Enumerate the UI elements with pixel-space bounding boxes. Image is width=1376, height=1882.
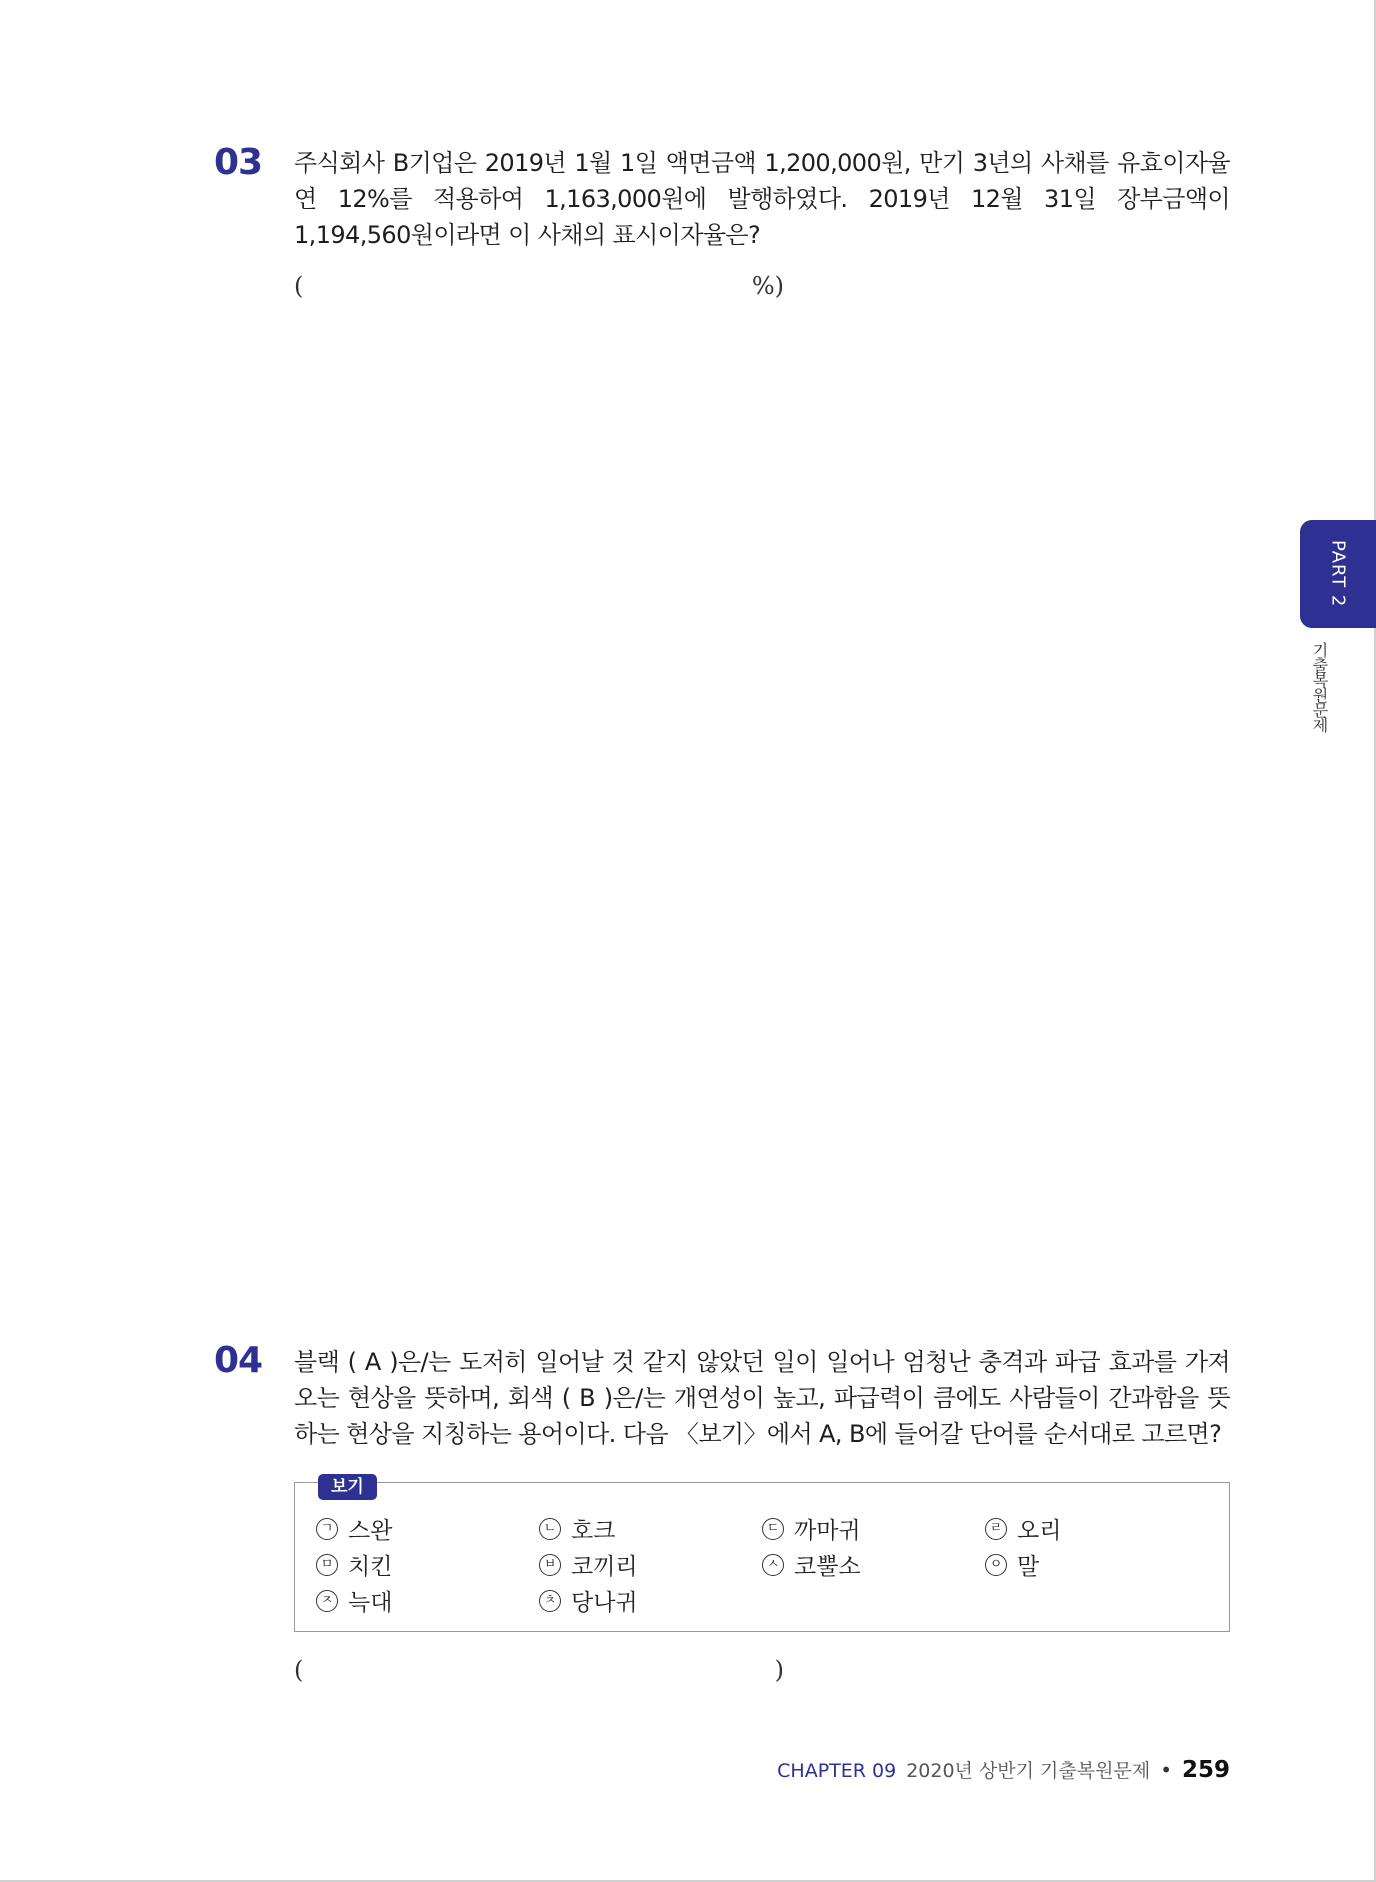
bogi-option: [316, 1548, 392, 1581]
part-tab-label: PART 2: [1327, 540, 1349, 608]
option-text: 치킨: [348, 1554, 393, 1580]
question-text-03: 주식회사 B기업은 2019년 1월 1일 액면금액 1,200,000원, 만기 3년의 사채를 유효이자율 연 12%를 적용하여 1,163,000원에 발행하였다. 2019년 12월 31일 장부금액이 1,194,560원이라면 이 사채의 표시이자율은?: [294, 149, 1230, 249]
option-marker: ㅇ: [985, 1554, 1007, 1576]
question-number-04: 04: [214, 1340, 263, 1381]
footer-subtitle: 2020년 상반기 기출복원문제: [906, 1760, 1151, 1782]
option-marker: ㅁ: [316, 1554, 338, 1576]
option-marker: ㄹ: [985, 1518, 1007, 1540]
option-text: 코뿔소: [794, 1554, 861, 1580]
option-text: 말: [1017, 1554, 1040, 1580]
bogi-option: [985, 1512, 1061, 1545]
answer-close-paren: ): [774, 1656, 784, 1684]
option-marker: ㅅ: [762, 1554, 784, 1576]
answer-open-paren: (: [294, 1656, 304, 1684]
answer-blank-03[interactable]: [294, 272, 784, 304]
footer-chapter: CHAPTER 09: [777, 1760, 897, 1782]
option-marker: ㅊ: [539, 1590, 561, 1612]
option-text: 스완: [348, 1518, 393, 1544]
bogi-option: [762, 1548, 861, 1581]
page-footer: [777, 1756, 1230, 1783]
option-text: 오리: [1017, 1518, 1062, 1544]
option-text: 코끼리: [571, 1554, 638, 1580]
page-number: 259: [1181, 1757, 1230, 1783]
option-text: 당나귀: [571, 1590, 638, 1616]
bogi-option: [539, 1512, 615, 1545]
answer-open-paren: (: [294, 272, 304, 300]
question-number-03: 03: [214, 142, 263, 183]
bogi-option: [539, 1548, 638, 1581]
option-marker: ㄴ: [539, 1518, 561, 1540]
bogi-option: [539, 1584, 638, 1617]
option-marker: ㅈ: [316, 1590, 338, 1612]
option-text: 까마귀: [794, 1518, 861, 1544]
option-marker: ㄱ: [316, 1518, 338, 1540]
bogi-option: [762, 1512, 861, 1545]
bogi-option: [985, 1548, 1039, 1581]
answer-close-paren: %): [751, 272, 784, 300]
option-text: 호크: [571, 1518, 616, 1544]
part-tab-caption: 기출복원문제: [1310, 642, 1329, 732]
bogi-option: [316, 1512, 392, 1545]
part-tab-label-wrap: [1300, 520, 1376, 628]
answer-blank-04[interactable]: [294, 1656, 784, 1688]
footer-bullet: •: [1160, 1758, 1172, 1782]
bogi-option: [316, 1584, 392, 1617]
bogi-label: 보기: [318, 1474, 377, 1500]
option-text: 늑대: [348, 1590, 393, 1616]
option-marker: ㄷ: [762, 1518, 784, 1540]
option-marker: ㅂ: [539, 1554, 561, 1576]
question-text-04: 블랙 ( A )은/는 도저히 일어날 것 같지 않았던 일이 일어나 엄청난 충격과 파급 효과를 가져오는 현상을 뜻하며, 회색 ( B )은/는 개연성이 높고, 파급력이 큼에도 사람들이 간과함을 뜻하는 현상을 지칭하는 용어이다. 다음 〈보기〉에서 A, B에 들어갈 단어를 순서대로 고르면?: [294, 1348, 1230, 1448]
